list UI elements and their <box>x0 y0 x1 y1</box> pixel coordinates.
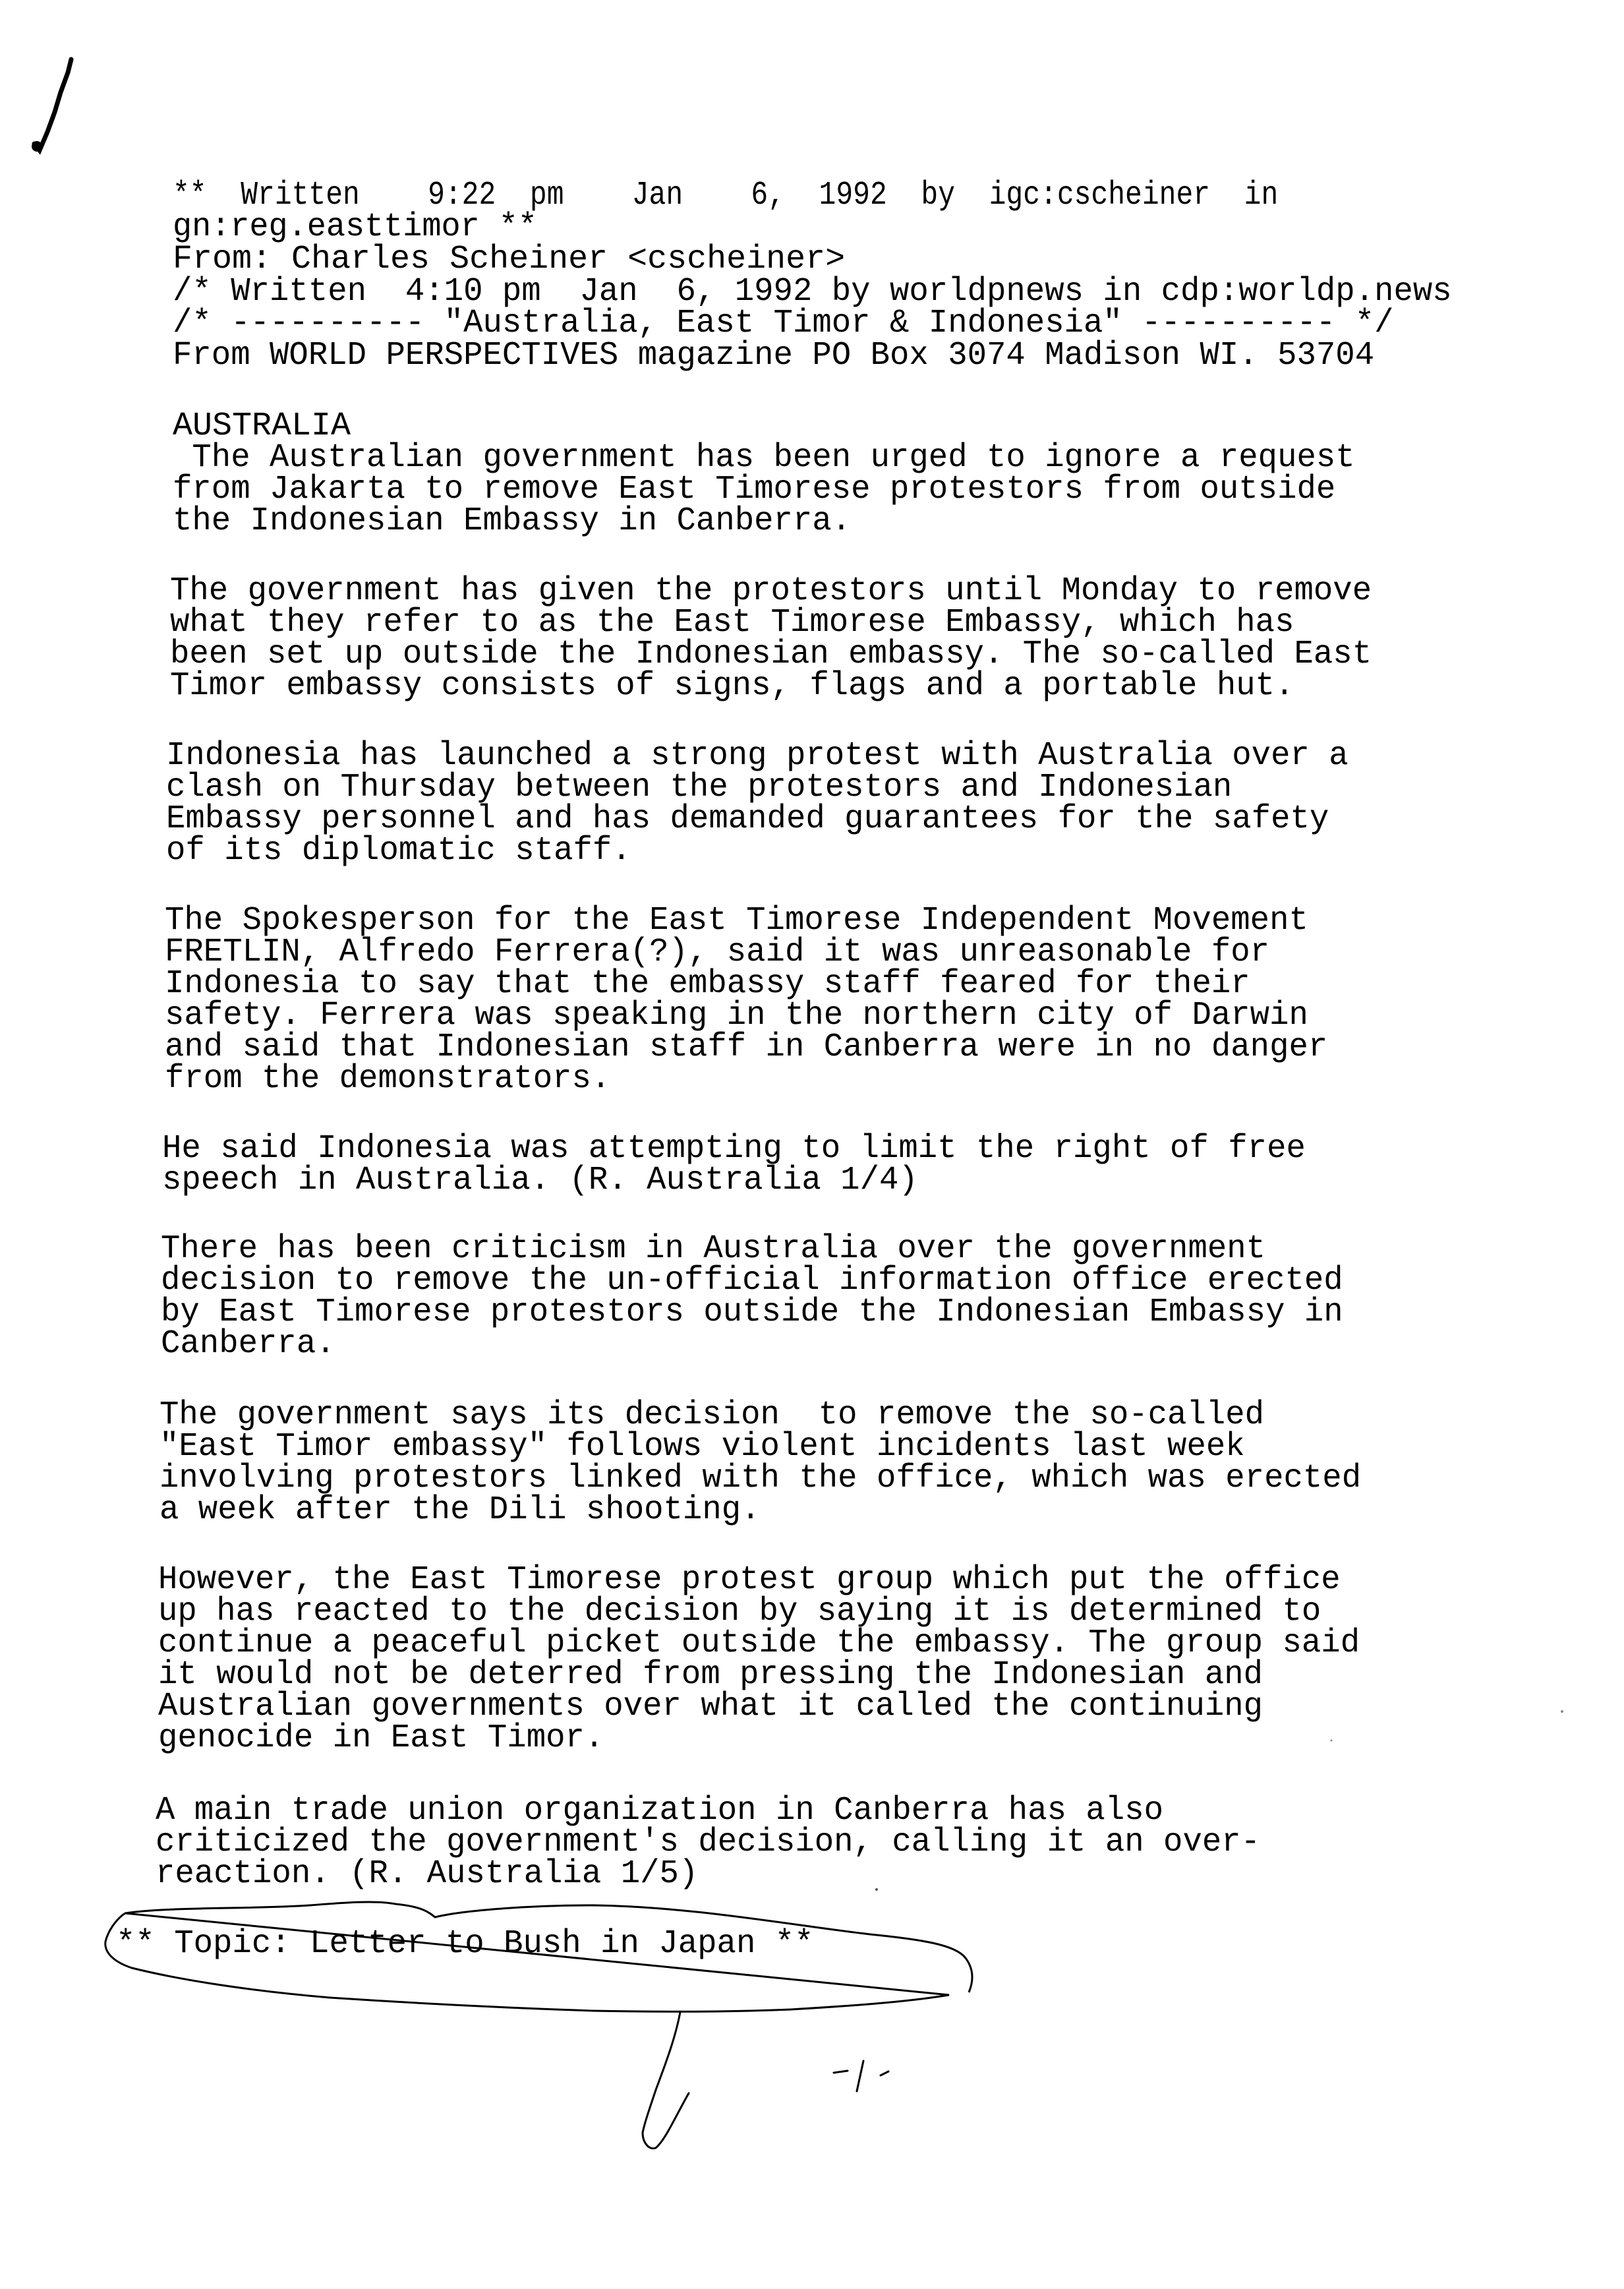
paragraph-3-line-4: of its diplomatic staff. <box>166 832 631 870</box>
paragraph-8-line-3: continue a peaceful picket outside the embassy. The group said <box>158 1624 1360 1662</box>
paragraph-6-line-2: decision to remove the un-official information office erected <box>161 1262 1343 1299</box>
paragraph-7-line-4: a week after the Dili shooting. <box>160 1491 761 1529</box>
paragraph-4-line-6: from the demonstrators. <box>165 1060 611 1098</box>
annotation-stroke-down <box>643 2012 689 2149</box>
paragraph-4-line-3: Indonesia to say that the embassy staff feared for their <box>165 965 1250 1003</box>
header-source: From WORLD PERSPECTIVES magazine PO Box 3074 Madison WI. 53704 <box>173 337 1375 374</box>
paragraph-6-line-1: There has been criticism in Australia over the government <box>161 1230 1266 1268</box>
speck <box>1561 1710 1563 1713</box>
paragraph-2-line-4: Timor embassy consists of signs, flags and a portable hut. <box>170 667 1294 705</box>
paragraph-1-line-1: The Australian government has been urged to ignore a request <box>173 439 1355 477</box>
paragraph-7-line-2: "East Timor embassy" follows violent incidents last week <box>160 1428 1245 1466</box>
paragraph-1-line-3: the Indonesian Embassy in Canberra. <box>173 502 852 540</box>
paragraph-9-line-1: A main trade union organization in Canberra has also <box>156 1792 1164 1829</box>
paragraph-3-line-2: clash on Thursday between the protestors and Indonesian <box>166 769 1232 806</box>
paragraph-1-line-2: from Jakarta to remove East Timorese protestors from outside <box>173 471 1336 508</box>
paragraph-4-line-4: safety. Ferrera was speaking in the northern city of Darwin <box>165 997 1308 1034</box>
paragraph-5-line-2: speech in Australia. (R. Australia 1/4) <box>162 1162 918 1199</box>
paragraph-8-line-4: it would not be deterred from pressing the Indonesian and <box>158 1656 1263 1694</box>
header-written-line-1: ** Written 9:22 pm Jan 6, 1992 by igc:cscheiner in <box>173 177 1279 214</box>
paragraph-2-line-1: The government has given the protestors until Monday to remove <box>170 572 1372 610</box>
paragraph-4-line-1: The Spokesperson for the East Timorese Independent Movement <box>165 902 1308 939</box>
header-from: From: Charles Scheiner <cscheiner> <box>173 241 846 278</box>
section-heading: AUSTRALIA <box>173 407 351 445</box>
paragraph-8-line-6: genocide in East Timor. <box>158 1719 604 1757</box>
paragraph-8-line-2: up has reacted to the decision by saying it is determined to <box>158 1593 1321 1630</box>
header-written-line-2: gn:reg.easttimor ** <box>173 208 537 246</box>
paragraph-2-line-3: been set up outside the Indonesian embassy. The so-called East <box>170 636 1372 673</box>
paragraph-8-line-5: Australian governments over what it called the continuing <box>158 1688 1263 1725</box>
speck <box>1331 1740 1333 1742</box>
paragraph-4-line-2: FRETLIN, Alfredo Ferrera(?), said it was unreasonable for <box>165 934 1270 971</box>
paragraph-3-line-3: Embassy personnel and has demanded guarantees for the safety <box>166 800 1329 838</box>
header-forward-written: /* Written 4:10 pm Jan 6, 1992 by worldpnews in cdp:worldp.news <box>173 273 1452 311</box>
paragraph-8-line-1: However, the East Timorese protest group which put the office <box>158 1561 1341 1599</box>
pen-slash-mark <box>34 59 71 150</box>
header-article-title: /* ---------- "Australia, East Timor & Indonesia" ---------- */ <box>173 305 1394 342</box>
paragraph-7-line-1: The government says its decision to remove the so-called <box>160 1396 1265 1434</box>
paragraph-3-line-1: Indonesia has launched a strong protest with Australia over a <box>166 737 1348 775</box>
paragraph-7-line-3: involving protestors linked with the office, which was erected <box>160 1460 1362 1497</box>
paragraph-9-line-3: reaction. (R. Australia 1/5) <box>156 1855 699 1893</box>
paragraph-6-line-4: Canberra. <box>161 1325 335 1363</box>
paragraph-2-line-2: what they refer to as the East Timorese Embassy, which has <box>170 604 1294 641</box>
page-number-dash-right <box>881 2071 888 2075</box>
speck <box>875 1888 878 1891</box>
page-number-dash-left <box>834 2071 848 2073</box>
paragraph-5-line-1: He said Indonesia was attempting to limit the right of free <box>162 1130 1306 1168</box>
paragraph-4-line-5: and said that Indonesian staff in Canberra were in no danger <box>165 1028 1328 1066</box>
topic-line: ** Topic: Letter to Bush in Japan ** <box>116 1925 814 1963</box>
pen-dot <box>32 141 42 152</box>
paragraph-6-line-3: by East Timorese protestors outside the Indonesian Embassy in <box>161 1293 1343 1331</box>
paragraph-9-line-2: criticized the government's decision, calling it an over- <box>156 1824 1261 1861</box>
page-number-one <box>857 2061 863 2091</box>
